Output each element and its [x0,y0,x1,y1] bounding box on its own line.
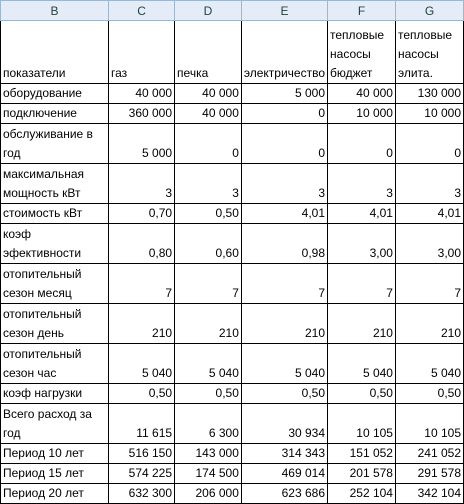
value-cell[interactable]: 40 000 [175,84,242,104]
table-row [1,204,464,224]
value-cell[interactable]: 40 000 [109,84,175,104]
table-header-row [1,21,464,84]
row-label-cell[interactable]: Всего расход за год [1,404,109,444]
value-cell[interactable]: 342 104 [395,484,463,504]
value-cell[interactable]: 210 [109,304,175,344]
value-cell[interactable]: 3 [241,164,327,204]
row-label-cell[interactable]: отопительный сезон час [1,344,109,384]
value-cell[interactable]: 5 000 [241,84,327,104]
column-header-e[interactable]: E [241,1,327,21]
value-cell[interactable]: 3 [109,164,175,204]
row-label-cell[interactable]: обслуживание в год [1,124,109,164]
value-cell[interactable]: 291 578 [395,464,463,484]
value-cell[interactable]: 0,50 [241,384,327,404]
value-cell[interactable]: 0,60 [175,224,242,264]
table-row [1,464,464,484]
value-cell[interactable]: 0,70 [109,204,175,224]
value-cell[interactable]: 0,80 [109,224,175,264]
column-header-f[interactable]: F [328,1,396,21]
table-row [1,404,464,444]
table-row [1,224,464,264]
row-label-cell[interactable]: максимальная мощность кВт [1,164,109,204]
row-label-cell[interactable]: отопительный сезон месяц [1,264,109,304]
value-cell[interactable]: 5 040 [395,344,463,384]
value-cell[interactable]: 7 [175,264,242,304]
column-header-b[interactable]: B [1,1,109,21]
value-cell[interactable]: 0,98 [241,224,327,264]
value-cell[interactable]: 210 [395,304,463,344]
value-cell[interactable]: 516 150 [109,444,175,464]
value-cell[interactable]: 5 040 [241,344,327,384]
value-cell[interactable]: 206 000 [175,484,242,504]
value-cell[interactable]: 210 [175,304,242,344]
value-cell[interactable]: 4,01 [328,204,396,224]
value-cell[interactable]: 6 300 [175,404,242,444]
value-cell[interactable]: 201 578 [328,464,396,484]
value-cell[interactable]: 210 [328,304,396,344]
value-cell[interactable]: 5 040 [175,344,242,384]
value-cell[interactable]: 30 934 [241,404,327,444]
value-cell[interactable]: 10 105 [328,404,396,444]
value-cell[interactable]: 174 500 [175,464,242,484]
value-cell[interactable]: 40 000 [175,104,242,124]
header-gas-cell[interactable]: газ [109,21,175,84]
column-header-c[interactable]: C [109,1,175,21]
value-cell[interactable]: 210 [241,304,327,344]
value-cell[interactable]: 3,00 [328,224,396,264]
row-label-cell[interactable]: коэф нагрузки [1,384,109,404]
value-cell[interactable]: 5 040 [109,344,175,384]
row-label-cell[interactable]: стоимость кВт [1,204,109,224]
value-cell[interactable]: 3 [395,164,463,204]
row-label-cell[interactable]: подключение [1,104,109,124]
value-cell[interactable]: 7 [109,264,175,304]
value-cell[interactable]: 0,50 [175,384,242,404]
value-cell[interactable]: 360 000 [109,104,175,124]
value-cell[interactable]: 252 104 [328,484,396,504]
value-cell[interactable]: 0 [175,124,242,164]
row-label-cell[interactable]: отопительный сезон день [1,304,109,344]
value-cell[interactable]: 151 052 [328,444,396,464]
table-row [1,304,464,344]
header-stove-cell[interactable]: печка [175,21,242,84]
value-cell[interactable]: 623 686 [241,484,327,504]
table-row [1,384,464,404]
table-row [1,444,464,464]
value-cell[interactable]: 0,50 [328,384,396,404]
value-cell[interactable]: 0 [395,124,463,164]
table-row [1,104,464,124]
value-cell[interactable]: 11 615 [109,404,175,444]
header-label-cell[interactable]: показатели [1,21,109,84]
value-cell[interactable]: 7 [395,264,463,304]
row-label-cell[interactable]: Период 10 лет [1,444,109,464]
table-row [1,264,464,304]
value-cell[interactable]: 0 [328,124,396,164]
value-cell[interactable]: 7 [241,264,327,304]
value-cell[interactable]: 0,50 [175,204,242,224]
value-cell[interactable]: 40 000 [328,84,396,104]
table-row [1,164,464,204]
value-cell[interactable]: 4,01 [395,204,463,224]
value-cell[interactable]: 0 [241,124,327,164]
value-cell[interactable]: 143 000 [175,444,242,464]
table-row [1,84,464,104]
value-cell[interactable]: 0 [241,104,327,124]
value-cell[interactable]: 130 000 [395,84,463,104]
header-heatpump-budget-cell[interactable]: тепловые насосы бюджет [328,21,396,84]
table-row [1,124,464,164]
table-row [1,344,464,384]
column-header-g[interactable]: G [395,1,463,21]
value-cell[interactable]: 10 000 [328,104,396,124]
value-cell[interactable]: 5 000 [109,124,175,164]
row-label-cell[interactable]: Период 20 лет [1,484,109,504]
value-cell[interactable]: 3 [328,164,396,204]
row-label-cell[interactable]: оборудование [1,84,109,104]
value-cell[interactable]: 3 [175,164,242,204]
value-cell[interactable]: 5 040 [328,344,396,384]
value-cell[interactable]: 241 052 [395,444,463,464]
value-cell[interactable]: 10 000 [395,104,463,124]
value-cell[interactable]: 574 225 [109,464,175,484]
value-cell[interactable]: 469 014 [241,464,327,484]
value-cell[interactable]: 0,50 [109,384,175,404]
value-cell[interactable]: 314 343 [241,444,327,464]
value-cell[interactable]: 3,00 [395,224,463,264]
value-cell[interactable]: 0,50 [395,384,463,404]
value-cell[interactable]: 4,01 [241,204,327,224]
header-electric-cell[interactable]: электричество [241,21,327,84]
value-cell[interactable]: 7 [328,264,396,304]
value-cell[interactable]: 10 105 [395,404,463,444]
row-label-cell[interactable]: коэф эфективности [1,224,109,264]
row-label-cell[interactable]: Период 15 лет [1,464,109,484]
value-cell[interactable]: 632 300 [109,484,175,504]
header-heatpump-elite-cell[interactable]: тепловые насосы элита. [395,21,463,84]
table-row [1,484,464,504]
column-header-row [1,1,464,21]
column-header-d[interactable]: D [175,1,242,21]
